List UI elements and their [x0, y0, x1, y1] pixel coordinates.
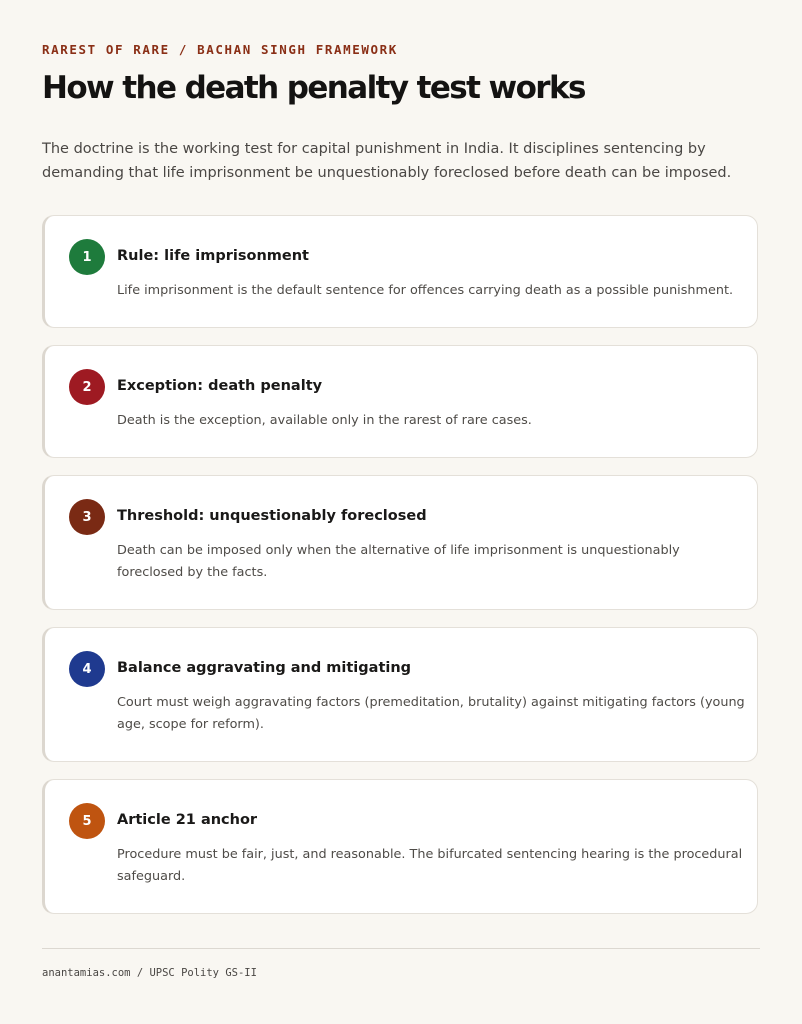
page-title: How the death penalty test works	[42, 70, 585, 106]
step-title: Exception: death penalty	[117, 378, 323, 394]
footer-divider	[42, 948, 760, 949]
step-description: Death is the exception, available only in the rarest of rare cases.	[117, 413, 532, 428]
intro-paragraph: The doctrine is the working test for capital punishment in India. It disciplines sentencing by demanding that life imprisonment be unquestionably foreclosed before death can be imposed.	[42, 141, 732, 181]
step-title: Article 21 anchor	[117, 812, 258, 828]
step-card-3	[42, 475, 758, 610]
step-card-4	[42, 627, 758, 762]
step-card-5	[42, 779, 758, 914]
step-title: Balance aggravating and mitigating	[117, 660, 412, 676]
step-number-badge: 5	[69, 803, 105, 839]
step-title: Rule: life imprisonment	[117, 248, 309, 264]
footer-source: anantamias.com / UPSC Polity GS-II	[42, 967, 257, 979]
step-description: Life imprisonment is the default sentence for offences carrying death as a possible punishment.	[117, 283, 734, 298]
step-card-1	[42, 215, 758, 328]
step-title: Threshold: unquestionably foreclosed	[117, 508, 427, 524]
step-description: Court must weigh aggravating factors (premeditation, brutality) against mitigating factors (young age, scope for reform).	[117, 695, 745, 732]
step-card-2	[42, 345, 758, 458]
eyebrow-label: RAREST OF RARE / BACHAN SINGH FRAMEWORK	[42, 42, 398, 57]
step-number-badge: 1	[69, 239, 105, 275]
step-number-badge: 2	[69, 369, 105, 405]
step-description: Procedure must be fair, just, and reasonable. The bifurcated sentencing hearing is the procedural safeguard.	[117, 847, 743, 884]
step-number-badge: 3	[69, 499, 105, 535]
step-number-badge: 4	[69, 651, 105, 687]
step-description: Death can be imposed only when the alternative of life imprisonment is unquestionably foreclosed by the facts.	[117, 543, 680, 580]
